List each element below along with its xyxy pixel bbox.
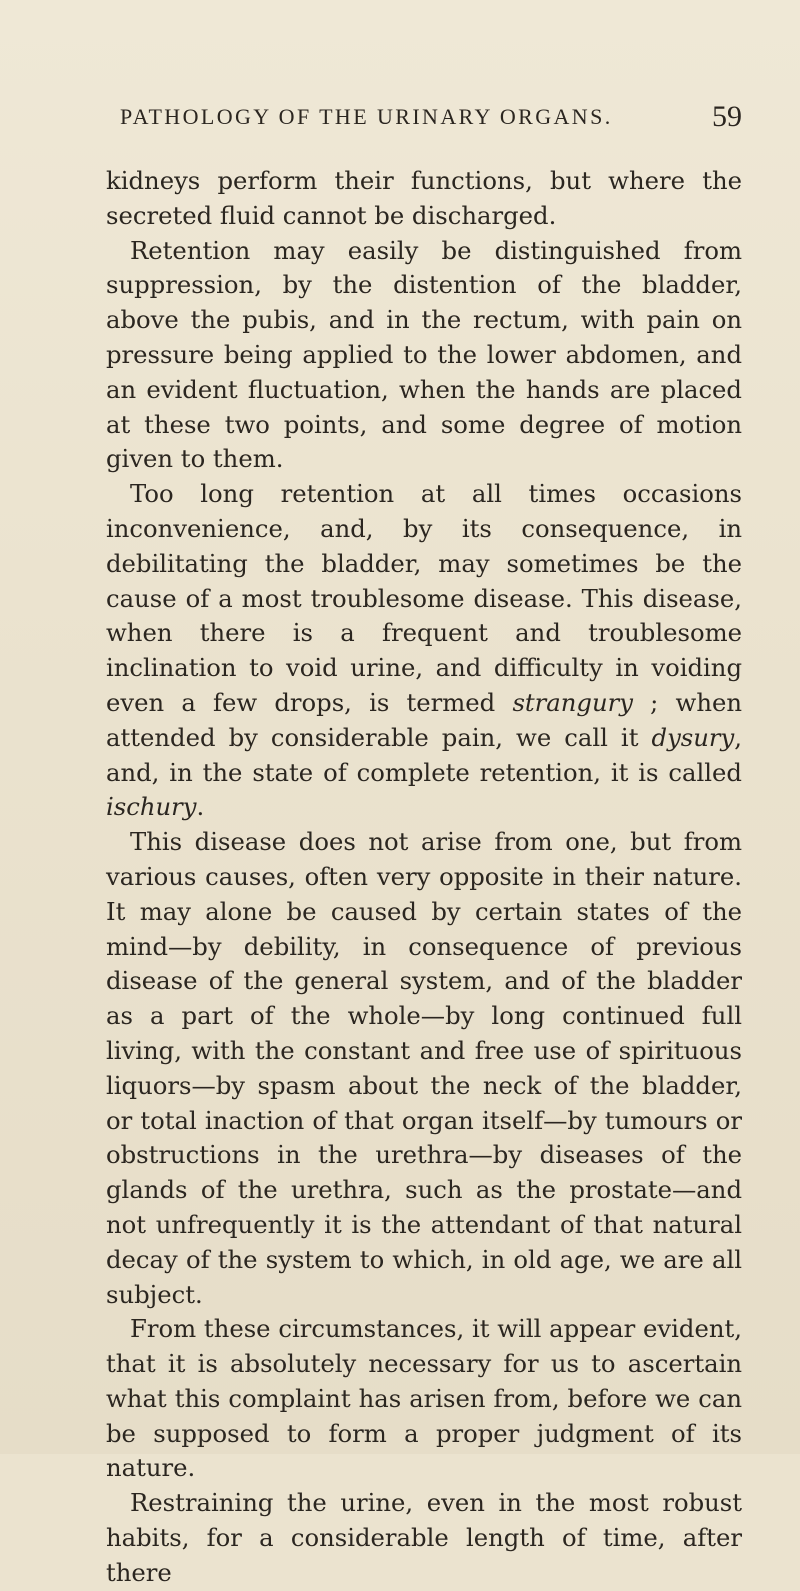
term-ischury: ischury (106, 792, 197, 822)
body-text (106, 164, 742, 1591)
paragraph-text-segment: Too long retention at all times occasions inconvenience, and, by its consequence, in debilitating the bladder, may sometimes be the cause of a most troublesome disease. This disease, when there is a frequent and troublesome inclination to void urine, and difficulty in voiding even a few drops, is termed (106, 479, 742, 717)
page-number: 59 (712, 100, 742, 133)
paragraph-retention: Retention may easily be distinguished from suppression, by the distention of the bladder, above the pubis, and in the rectum, with pain on pressure being applied to the lower abdomen, and an evident fluctuation, when the hands are placed at these two points, and some degree of motion given to them. (106, 235, 742, 474)
paragraph-causes: This disease does not arise from one, but from various causes, often very opposite in their nature. It may alone be caused by certain states of the mind—by debility, in consequence of previous disease of the general system, and of the bladder as a part of the whole—by long continued full living, with the constant and free use of spirituous liquors—by spasm about the neck of the bladder, or total inaction of that organ itself—by tumours or obstructions in the urethra—by diseases of the glands of the urethra, such as the prostate—and not unfrequently it is the attendant of that natural decay of the system to which, in old age, we are all subject. (106, 827, 742, 1309)
term-dysury: dysury (651, 722, 735, 752)
paragraph-text-segment: , and, in the state of complete retention, it is called (106, 722, 742, 787)
term-strangury: strangury (512, 687, 633, 717)
paragraph-text-segment: ; when attended by considerable pain, we call it (106, 687, 743, 752)
running-title: PATHOLOGY OF THE URINARY ORGANS. (120, 104, 613, 129)
paragraph-continuation: kidneys perform their functions, but where the secreted fluid cannot be discharged. (106, 166, 742, 230)
paragraph-circumstances: From these circumstances, it will appear evident, that it is absolutely necessary for us to ascertain what this complaint has arisen from, before we can be supposed to form a proper judgment of its nature. (106, 1314, 742, 1483)
paragraph-restraining: Restraining the urine, even in the most robust habits, for a considerable length of time, after there (106, 1488, 742, 1587)
paragraph-strangury (106, 477, 742, 825)
paragraph-text-segment: . (196, 792, 205, 822)
running-head (106, 100, 742, 138)
